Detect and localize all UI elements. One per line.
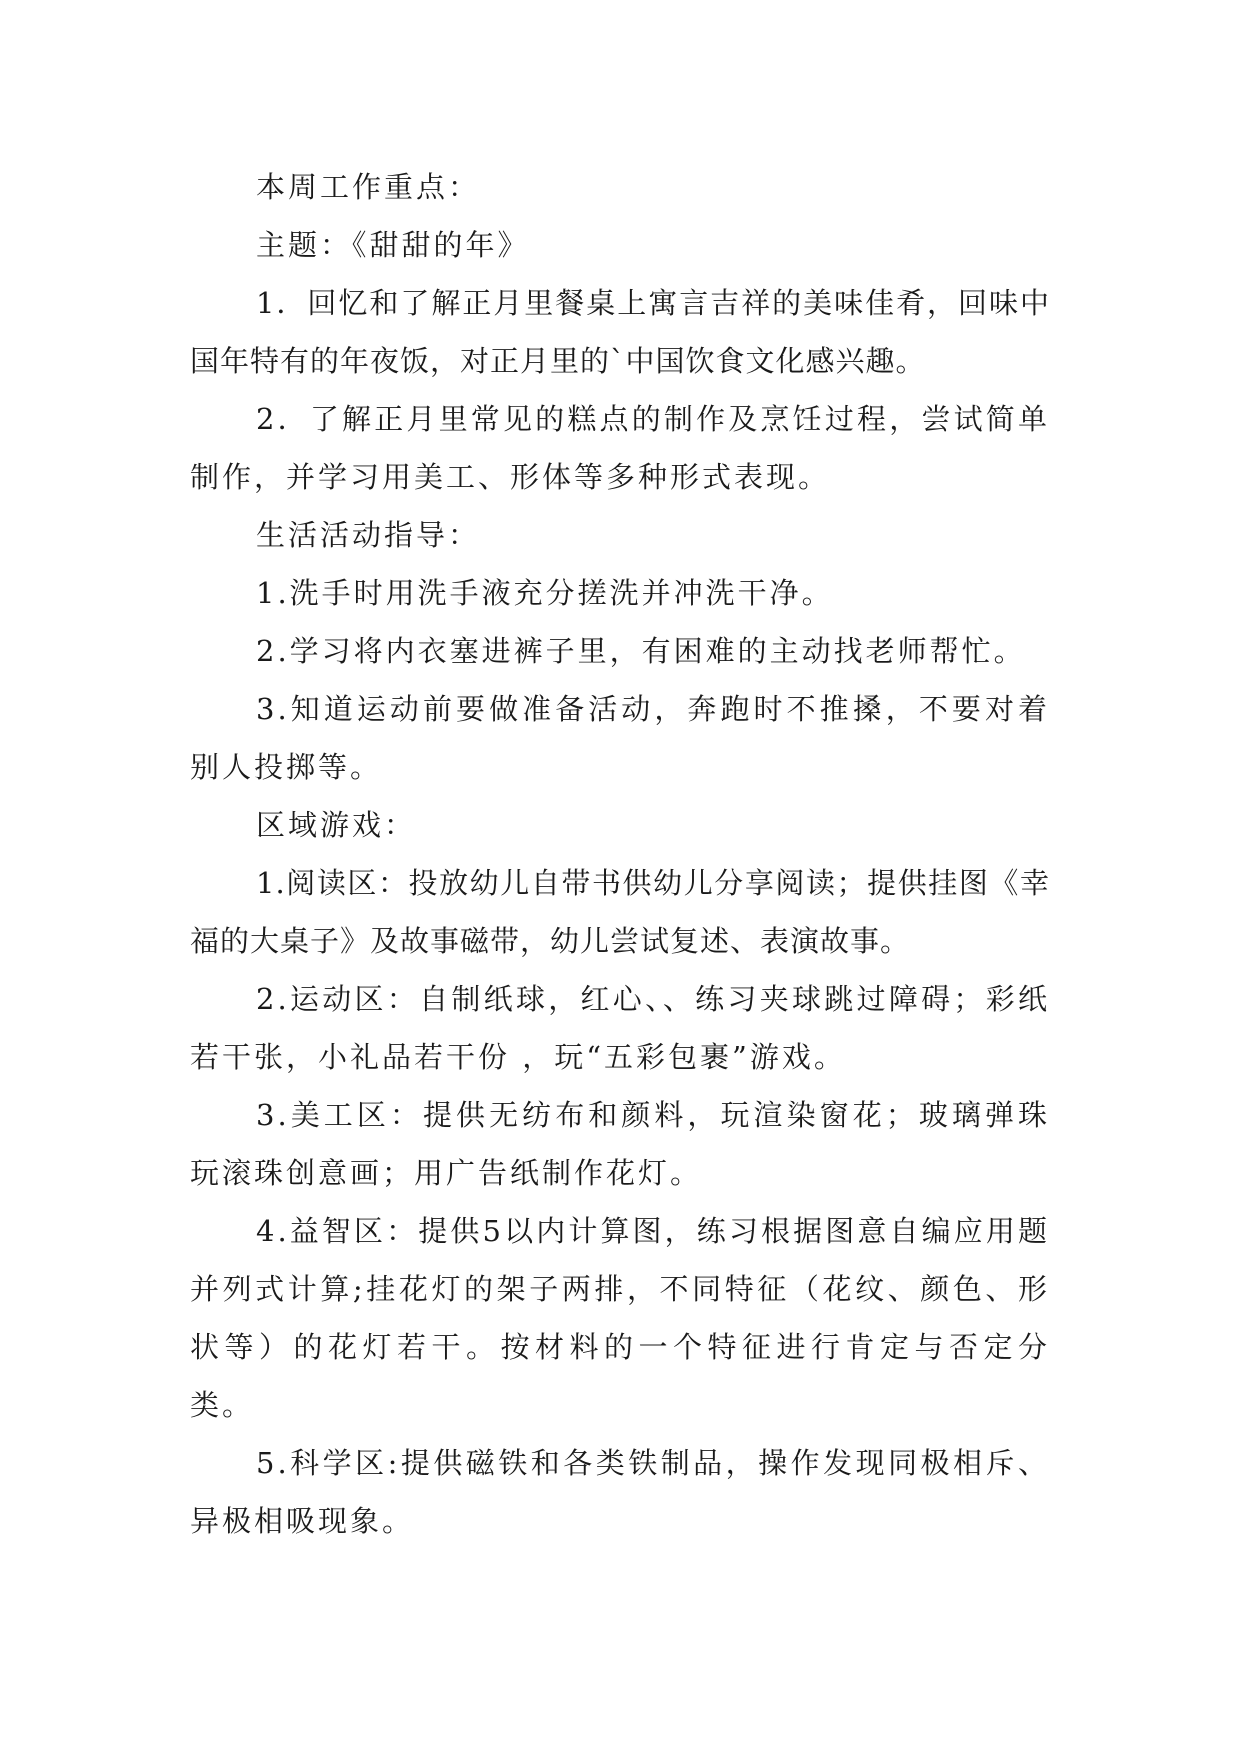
focus-item-2: 2．了解正月里常见的糕点的制作及烹饪过程，尝试简单制作，并学习用美工、形体等多种形式表现。 bbox=[190, 402, 1050, 494]
area-game-sports: 2.运动区：自制纸球，红心、、练习夹球跳过障碍；彩纸若干张，小礼品若干份 ，玩“五彩包裹”游戏。 bbox=[190, 982, 1050, 1074]
focus-item-1: 1．回忆和了解正月里餐桌上寓言吉祥的美味佳肴，回味中国年特有的年夜饭，对正月里的`中国饮食文化感兴趣。 bbox=[190, 286, 1050, 378]
daily-life-item-1: 1.洗手时用洗手液充分搓洗并冲洗干净。 bbox=[256, 576, 834, 610]
section-heading-weekly-focus: 本周工作重点： bbox=[256, 170, 481, 204]
section-heading-daily-life: 生活活动指导： bbox=[256, 518, 481, 552]
area-game-art: 3.美工区：提供无纺布和颜料，玩渲染窗花；玻璃弹珠玩滚珠创意画；用广告纸制作花灯。 bbox=[190, 1098, 1050, 1190]
area-game-science: 5.科学区:提供磁铁和各类铁制品，操作发现同极相斥、异极相吸现象。 bbox=[190, 1446, 1050, 1538]
daily-life-item-3: 3.知道运动前要做准备活动，奔跑时不推搡，不要对着别人投掷等。 bbox=[190, 692, 1050, 784]
daily-life-item-2: 2.学习将内衣塞进裤子里，有困难的主动找老师帮忙。 bbox=[256, 634, 1026, 668]
theme-line: 主题：《甜甜的年》 bbox=[256, 228, 530, 262]
section-heading-area-games: 区域游戏： bbox=[256, 808, 417, 842]
document-body bbox=[190, 158, 1050, 1550]
area-game-reading: 1.阅读区：投放幼儿自带书供幼儿分享阅读；提供挂图《幸福的大桌子》及故事磁带，幼儿尝试复述、表演故事。 bbox=[190, 866, 1050, 958]
area-game-puzzle: 4.益智区：提供5以内计算图，练习根据图意自编应用题并列式计算;挂花灯的架子两排，不同特征（花纹、颜色、形状等）的花灯若干。按材料的一个特征进行肯定与否定分类。 bbox=[190, 1214, 1050, 1422]
